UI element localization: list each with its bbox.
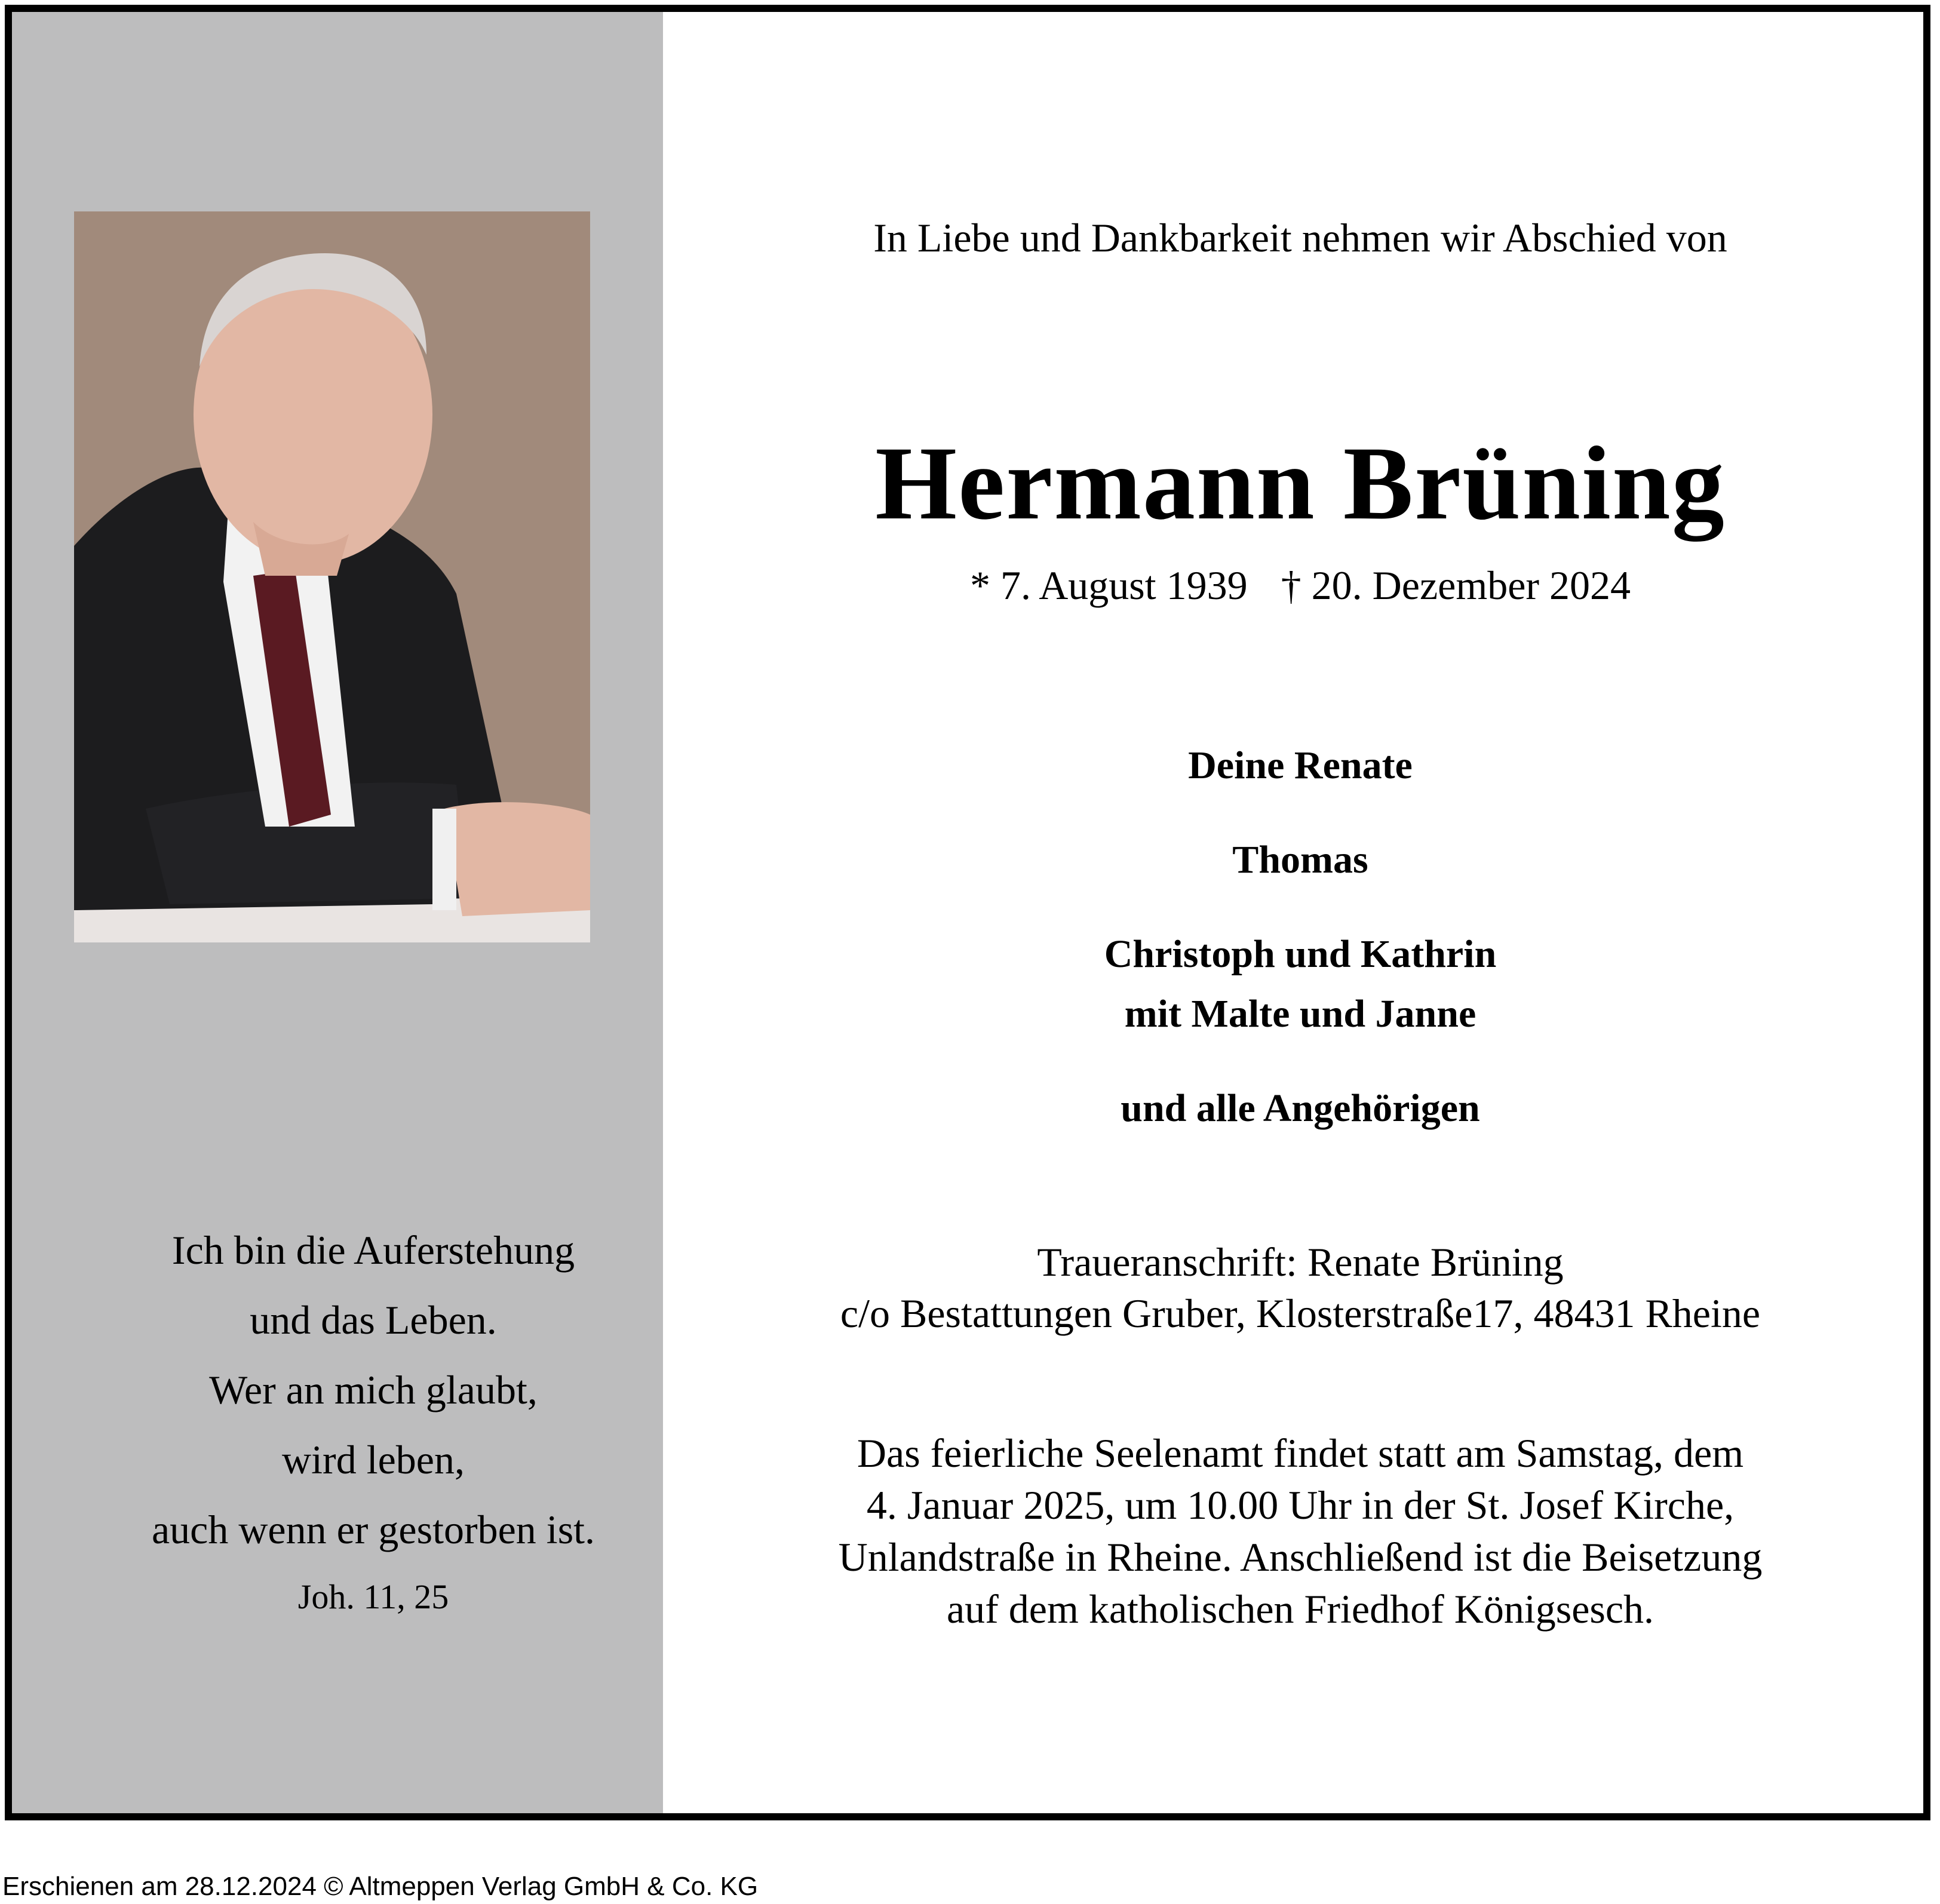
death-date: † 20. Dezember 2024 [1281,563,1631,608]
mourner-name: Deine Renate [1188,744,1413,787]
mourner-name: Thomas [1232,838,1368,882]
family-mourner [663,925,1938,1044]
address-line: Traueranschrift: Renate Brüning [1037,1239,1564,1285]
birth-date: * 7. August 1939 [969,563,1248,608]
family-mourner [663,830,1938,890]
service-details [663,1427,1938,1635]
quote-line: wird leben, [282,1437,465,1482]
portrait-photo [74,211,590,942]
left-panel [12,12,663,1813]
mourner-name: und alle Angehörigen [1121,1086,1480,1130]
quote-line: auch wenn er gestorben ist. [151,1507,595,1552]
publication-footer: Erschienen am 28.12.2024 © Altmeppen Verlag GmbH & Co. KG [2,1872,759,1901]
address-line: c/o Bestattungen Gruber, Klosterstraße17, 48431 Rheine [840,1291,1761,1336]
service-line: auf dem katholischen Friedhof Königsesch. [946,1586,1654,1632]
service-line: Unlandstraße in Rheine. Anschließend ist die Beisetzung [838,1534,1763,1580]
quote-line: und das Leben. [250,1297,497,1343]
quote-line: Wer an mich glaubt, [209,1367,538,1412]
intro-text: In Liebe und Dankbarkeit nehmen wir Abschied von [873,215,1727,260]
family-mourner [663,736,1938,796]
life-dates [663,561,1938,609]
obituary-frame [5,5,1930,1820]
mourner-name: mit Malte und Janne [1124,992,1477,1036]
portrait-photo-icon [74,211,590,942]
family-mourner [663,1079,1938,1138]
mourning-address [663,1236,1938,1339]
deceased-name: Hermann Brüning [875,425,1726,542]
quote-reference: Joh. 11, 25 [297,1577,449,1616]
bible-quote [12,1215,735,1627]
service-line: Das feierliche Seelenamt findet statt am Samstag, dem [857,1430,1744,1476]
service-line: 4. Januar 2025, um 10.00 Uhr in der St. Josef Kirche, [866,1482,1735,1528]
mourner-name: Christoph und Kathrin [1104,932,1497,976]
quote-line: Ich bin die Auferstehung [171,1227,575,1273]
